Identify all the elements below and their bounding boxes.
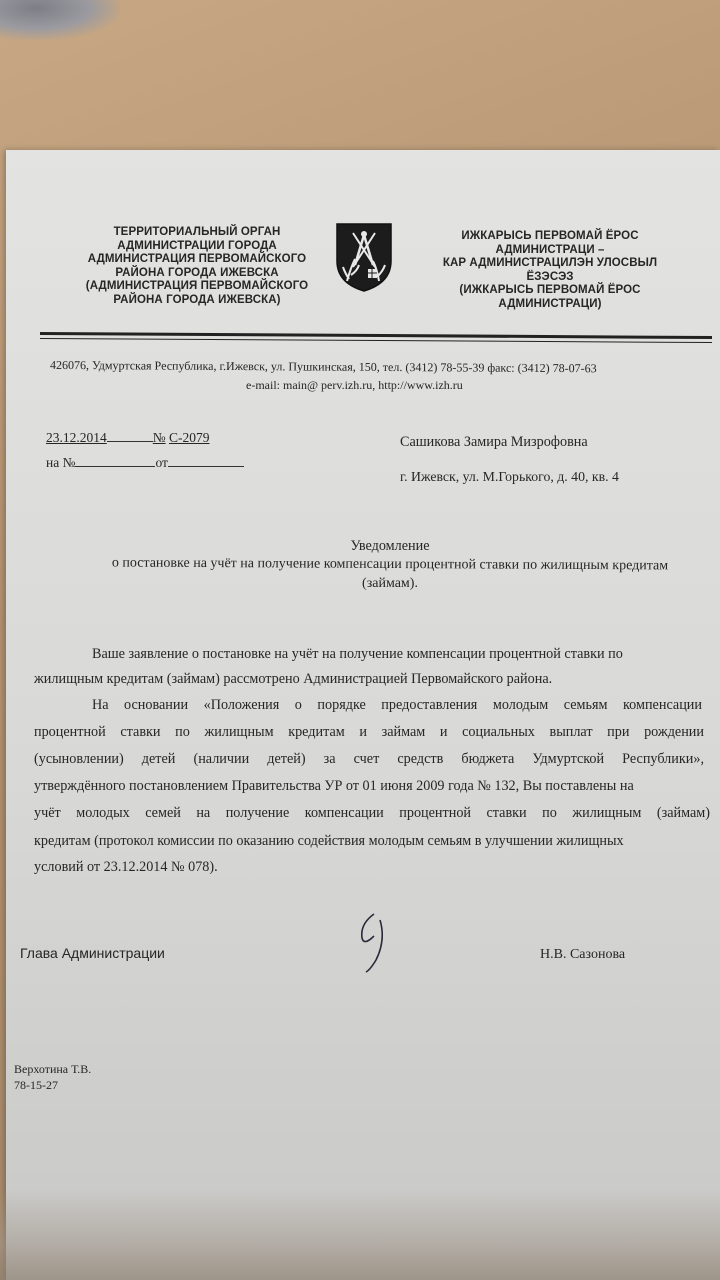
ref-from-label: от [155, 455, 168, 470]
signature-name: Н.В. Сазонова [540, 947, 626, 962]
ref-date-line [46, 430, 210, 446]
contact-address: 426076, Удмуртская Республика, г.Ижевск, ул. Пушкинская, 150, тел. (3412) 78-55-39 факс: (3412) 78-07-63 [49, 357, 597, 376]
executor-name: Верхотина Т.В. [14, 1062, 92, 1076]
body-p2-line1: На основании «Положения о порядке предоставления молодым семьям компенсации [92, 697, 702, 713]
body-p2-line4: утверждённого постановлением Правительства УР от 01 июня 2009 года № 132, Вы поставлены на [34, 778, 634, 794]
ref-reply-line [46, 455, 244, 471]
city-emblem-icon [333, 221, 395, 293]
org-left-header [62, 226, 332, 307]
ref-date: 23.12.2014 [46, 430, 107, 445]
org-left-line: АДМИНИСТРАЦИИ ГОРОДА [117, 239, 277, 252]
body-p2-line7: условий от 23.12.2014 № 078). [34, 859, 218, 875]
ref-number-label: № [152, 430, 166, 445]
org-right-line: ИЖКАРЫСЬ ПЕРВОМАЙ ЁРОС [461, 230, 639, 242]
org-right-line: ЁЗЭСЭЗ [526, 270, 574, 283]
org-left-line: ТЕРРИТОРИАЛЬНЫЙ ОРГАН [113, 226, 281, 238]
body-p1-line1: Ваше заявление о постановке на учёт на получение компенсации процентной ставки по [92, 646, 623, 662]
org-right-line: (ИЖКАРЫСЬ ПЕРВОМАЙ ЁРОС [459, 284, 641, 296]
org-right-line: АДМИНИСТРАЦИ) [498, 297, 602, 310]
org-right-line: КАР АДМИНИСТРАЦИЛЭН УЛОСВЫЛ [442, 257, 658, 269]
desk-shadow [0, 0, 120, 40]
org-left-line: АДМИНИСТРАЦИЯ ПЕРВОМАЙСКОГО [87, 253, 307, 265]
body-p1-line2: жилищным кредитам (займам) рассмотрено Администрацией Первомайского района. [34, 671, 553, 687]
org-left-line: (АДМИНИСТРАЦИЯ ПЕРВОМАЙСКОГО [85, 280, 309, 292]
org-left-line: РАЙОНА ГОРОДА ИЖЕВСКА [115, 266, 279, 279]
recipient-address: г. Ижевск, ул. М.Горького, д. 40, кв. 4 [400, 469, 619, 484]
plastic-sleeve-edge [0, 1190, 720, 1280]
body-p2-line3: (усыновлении) детей (наличии детей) за счет средств бюджета Удмуртской Республики», [34, 751, 704, 767]
contact-web: e-mail: main@ perv.izh.ru, http://www.izh.ru [246, 378, 463, 392]
org-left-line: РАЙОНА ГОРОДА ИЖЕВСКА) [113, 293, 281, 306]
handwritten-signature-icon [350, 910, 400, 976]
org-right-line: АДМИНИСТРАЦИ – [495, 243, 605, 256]
body-p2-line5: учёт молодых семей на получение компенсации процентной ставки по жилищным (займам) [34, 805, 710, 821]
org-right-header [410, 230, 690, 311]
subject-title: Уведомление [350, 538, 430, 554]
recipient-name: Сашикова Замира Мизрофовна [400, 434, 588, 450]
subject-line2: (займам). [362, 576, 418, 591]
body-p2-line2: процентной ставки по жилищным кредитам и займам и социальных выплат при рождении [34, 724, 704, 740]
subject-line1: о постановке на учёт на получение компенсации процентной ставки по жилищным кредитам [111, 555, 669, 574]
signature-position: Глава Администрации [20, 945, 165, 961]
ref-reply-label: на № [46, 455, 76, 470]
executor-phone: 78-15-27 [14, 1078, 58, 1092]
body-p2-line6: кредитам (протокол комиссии по оказанию содействия молодым семьям в улучшении жилищных [34, 833, 624, 849]
ref-number: С-2079 [169, 430, 210, 445]
